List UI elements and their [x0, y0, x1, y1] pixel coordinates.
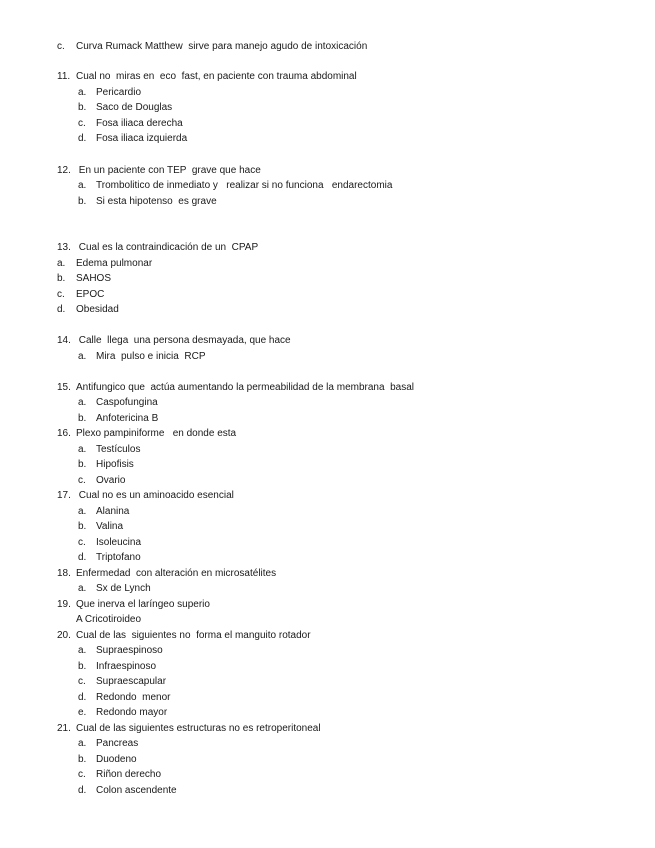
option-text: Supraescapular: [96, 676, 167, 687]
question-text: En un paciente con TEP grave que hace: [76, 165, 261, 176]
option-text: Trombolitico de inmediato y realizar si no funciona endarectomia: [96, 180, 393, 191]
option-marker: c.: [78, 769, 86, 780]
option-marker: a.: [78, 397, 87, 408]
question-number: 21.: [57, 723, 71, 734]
question-number: 20.: [57, 630, 71, 641]
option-marker: b.: [78, 413, 87, 424]
option-text: EPOC: [76, 289, 105, 300]
option-text: Sx de Lynch: [96, 583, 151, 594]
question-text: Cual es la contraindicación de un CPAP: [76, 242, 259, 253]
question-number: 16.: [57, 428, 71, 439]
question-text: Cual no miras en eco fast, en paciente con trauma abdominal: [76, 71, 357, 82]
option-marker: c.: [78, 118, 86, 129]
option-marker: b.: [78, 521, 87, 532]
option-marker: a.: [78, 351, 87, 362]
option-text: Testículos: [96, 444, 141, 455]
option-text: Valina: [96, 521, 124, 532]
option-marker: a.: [57, 258, 66, 269]
option-text: Anfotericina B: [96, 413, 159, 424]
option-text: Mira pulso e inicia RCP: [96, 351, 206, 362]
option-marker: e.: [78, 707, 87, 718]
option-text: Isoleucina: [96, 537, 142, 548]
question-number: 14.: [57, 335, 71, 346]
option-marker: d.: [78, 133, 87, 144]
option-text: Colon ascendente: [96, 785, 177, 796]
option-text: Fosa iliaca izquierda: [96, 133, 188, 144]
question-number: 11.: [57, 71, 71, 82]
question-text: Calle llega una persona desmayada, que hace: [76, 335, 291, 346]
question-number: 17.: [57, 490, 71, 501]
question-text: Antifungico que actúa aumentando la permeabilidad de la membrana basal: [76, 382, 414, 393]
option-marker: c.: [78, 676, 86, 687]
option-text: Caspofungina: [96, 397, 158, 408]
option-marker: b.: [78, 661, 87, 672]
option-marker: d.: [78, 552, 87, 563]
answer-text: A Cricotiroideo: [76, 614, 142, 625]
option-marker: b.: [57, 273, 66, 284]
option-text: Saco de Douglas: [96, 102, 173, 113]
option-text: Alanina: [96, 506, 130, 517]
option-marker: d.: [78, 692, 87, 703]
option-text: Pancreas: [96, 738, 139, 749]
option-text: Supraespinoso: [96, 645, 163, 656]
option-text: Fosa iliaca derecha: [96, 118, 183, 129]
option-marker: a.: [78, 583, 87, 594]
option-text: Redondo menor: [96, 692, 171, 703]
question-number: 13.: [57, 242, 71, 253]
question-number: 15.: [57, 382, 71, 393]
question-text: Enfermedad con alteración en microsatélites: [76, 568, 277, 579]
option-marker: a.: [78, 87, 87, 98]
option-text: Si esta hipotenso es grave: [96, 196, 217, 207]
question-text: Que inerva el laríngeo superio: [76, 599, 210, 610]
option-text: Duodeno: [96, 754, 137, 765]
option-text: Redondo mayor: [96, 707, 168, 718]
option-text: Ovario: [96, 475, 126, 486]
option-text: Obesidad: [76, 304, 119, 315]
option-text: SAHOS: [76, 273, 112, 284]
option-marker: b.: [78, 459, 87, 470]
option-marker: a.: [78, 645, 87, 656]
question-number: 12.: [57, 165, 71, 176]
option-marker: b.: [78, 754, 87, 765]
option-marker: c.: [78, 475, 86, 486]
option-marker: d.: [57, 304, 66, 315]
option-text: Infraespinoso: [96, 661, 157, 672]
question-text: Cual no es un aminoacido esencial: [76, 490, 234, 501]
option-marker: a.: [78, 738, 87, 749]
question-number: 19.: [57, 599, 71, 610]
option-marker: d.: [78, 785, 87, 796]
option-text: Triptofano: [96, 552, 141, 563]
option-text: Pericardio: [96, 87, 142, 98]
option-marker: b.: [78, 102, 87, 113]
question-text: Plexo pampiniforme en donde esta: [76, 428, 237, 439]
intro-marker: c.: [57, 41, 65, 52]
option-marker: a.: [78, 180, 87, 191]
option-text: Riñon derecho: [96, 769, 162, 780]
option-marker: c.: [57, 289, 65, 300]
option-marker: b.: [78, 196, 87, 207]
question-text: Cual de las siguientes estructuras no es retroperitoneal: [76, 723, 321, 734]
option-text: Hipofisis: [96, 459, 134, 470]
option-marker: c.: [78, 537, 86, 548]
intro-text: Curva Rumack Matthew sirve para manejo agudo de intoxicación: [76, 41, 368, 52]
question-number: 18.: [57, 568, 71, 579]
question-text: Cual de las siguientes no forma el manguito rotador: [76, 630, 311, 641]
option-marker: a.: [78, 506, 87, 517]
option-text: Edema pulmonar: [76, 258, 153, 269]
option-marker: a.: [78, 444, 87, 455]
